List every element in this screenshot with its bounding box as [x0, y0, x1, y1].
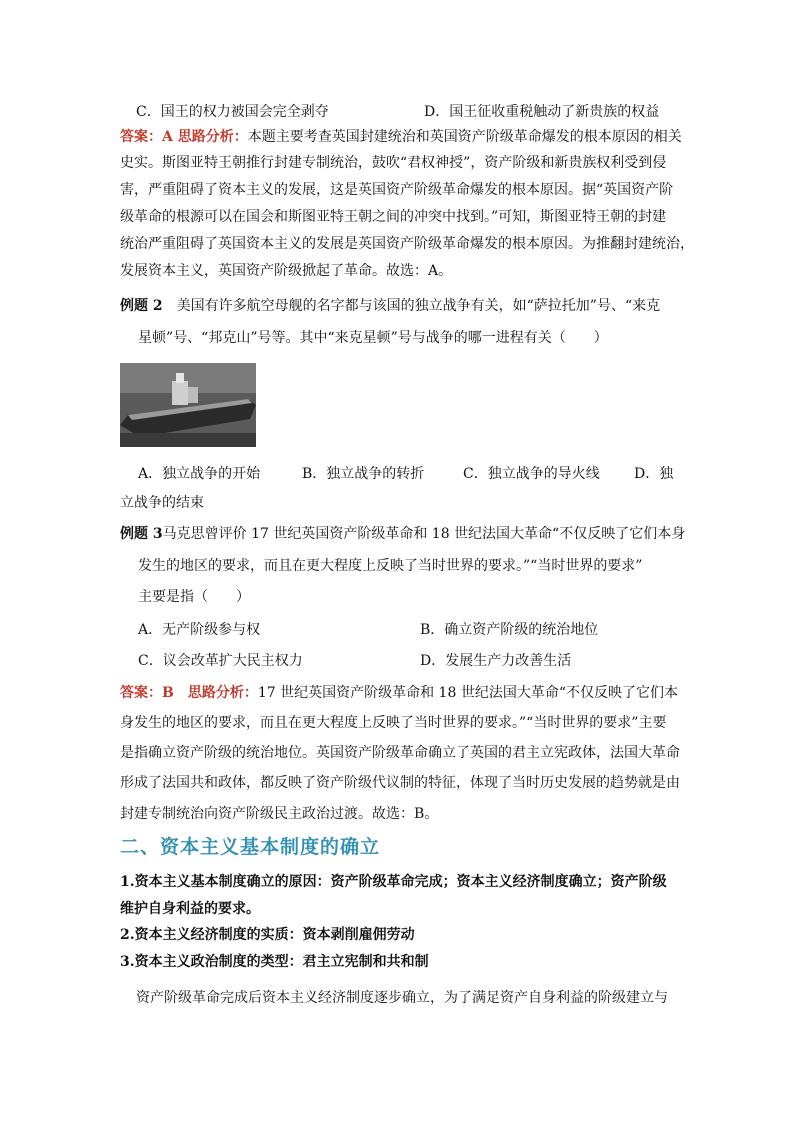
- section2-point-1: 1.资本主义基本制度确立的原因：资产阶级革命完成；资本主义经济制度确立；资产阶级: [120, 874, 667, 890]
- q2-option-c: C．独立战争的导火线: [463, 466, 600, 482]
- q1-answer: [120, 127, 682, 147]
- q3-label: 例题 3: [120, 526, 163, 542]
- q3-stem-line: 发生的地区的要求，而且在更大程度上反映了当时世界的要求。”“当时世界的要求”: [138, 558, 643, 574]
- q2-stem-line: 星顿”号、“邦克山”号等。其中“来克星顿”号与战争的哪一进程有关（ ）: [138, 330, 608, 346]
- q3-answer: [120, 683, 678, 703]
- q1-answer-line: 发展资本主义，英国资产阶级掀起了革命。故选：A。: [120, 263, 453, 279]
- q1-answer-line: 统治严重阻碍了英国资本主义的发展是英国资产阶级革命爆发的根本原因。为推翻封建统治，: [120, 236, 694, 252]
- q3-answer-line: 身发生的地区的要求，而且在更大程度上反映了当时世界的要求。”“当时世界的要求”主要: [120, 715, 667, 731]
- q1-option-d: D．国王征收重税触动了新贵族的权益: [424, 104, 660, 120]
- q2-option-a: A．独立战争的开始: [138, 466, 261, 482]
- q3-option-d: D．发展生产力改善生活: [420, 653, 572, 669]
- section2-point-2: 2.资本主义经济制度的实质：资本剥削雇佣劳动: [120, 927, 415, 943]
- q2-stem: [120, 296, 660, 316]
- q3-stem-text: 马克思曾评价 17 世纪英国资产阶级革命和 18 世纪法国大革命“不仅反映了它们本身: [162, 526, 686, 542]
- q1-answer-line: 级革命的根源可以在国会和斯图亚特王朝之间的冲突中找到。”可知，斯图亚特王朝的封建: [120, 209, 667, 225]
- q3-answer-line: 封建专制统治向资产阶级民主政治过渡。故选：B。: [120, 806, 439, 822]
- q3-option-b: B．确立资产阶级的统治地位: [420, 622, 599, 638]
- section-heading: 二、资本主义基本制度的确立: [120, 836, 381, 858]
- q2-option-b: B．独立战争的转折: [302, 466, 425, 482]
- q3-answer-label: 答案：B 思路分析：: [120, 685, 258, 701]
- q2-option-d-continued: 立战争的结束: [120, 495, 204, 511]
- q3-option-a: A．无产阶级参与权: [138, 622, 261, 638]
- section2-point-3: 3.资本主义政治制度的类型：君主立宪制和共和制: [120, 954, 429, 970]
- q2-stem-text: 美国有许多航空母舰的名字都与该国的独立战争有关，如“萨拉托加”号、“来克: [176, 298, 661, 314]
- q2-label: 例题 2: [120, 298, 163, 314]
- aircraft-carrier-image: [120, 363, 256, 447]
- q1-answer-label: 答案：A 思路分析：: [120, 129, 248, 145]
- q1-answer-line: 史实。斯图亚特王朝推行封建专制统治，鼓吹“君权神授”，资产阶级和新贵族权利受到侵: [120, 155, 667, 171]
- q3-stem-line: 主要是指（ ）: [138, 589, 250, 605]
- q2-option-d: D．独: [634, 466, 674, 482]
- q1-answer-text: 本题主要考查英国封建统治和英国资产阶级革命爆发的根本原因的相关: [247, 129, 682, 145]
- q3-option-c: C．议会改革扩大民主权力: [138, 653, 303, 669]
- q1-option-c: C．国王的权力被国会完全剥夺: [136, 104, 329, 120]
- q1-answer-line: 害，严重阻碍了资本主义的发展，这是英国资产阶级革命爆发的根本原因。据“英国资产阶: [120, 182, 674, 198]
- section2-point-1-cont: 维护自身利益的要求。: [120, 901, 260, 917]
- q3-stem: [120, 524, 685, 544]
- q3-answer-line: 是指确立资产阶级的统治地位。英国资产阶级革命确立了英国的君主立宪政体，法国大革命: [120, 745, 680, 761]
- q3-answer-text: 17 世纪英国资产阶级革命和 18 世纪法国大革命“不仅反映了它们本: [257, 685, 678, 701]
- q3-answer-line: 形成了法国共和政体，都反映了资产阶级代议制的特征，体现了当时历史发展的趋势就是由: [120, 775, 680, 791]
- aircraft-carrier-photo: [120, 363, 256, 447]
- section2-paragraph: 资产阶级革命完成后资本主义经济制度逐步确立，为了满足资产自身利益的阶级建立与: [136, 990, 668, 1006]
